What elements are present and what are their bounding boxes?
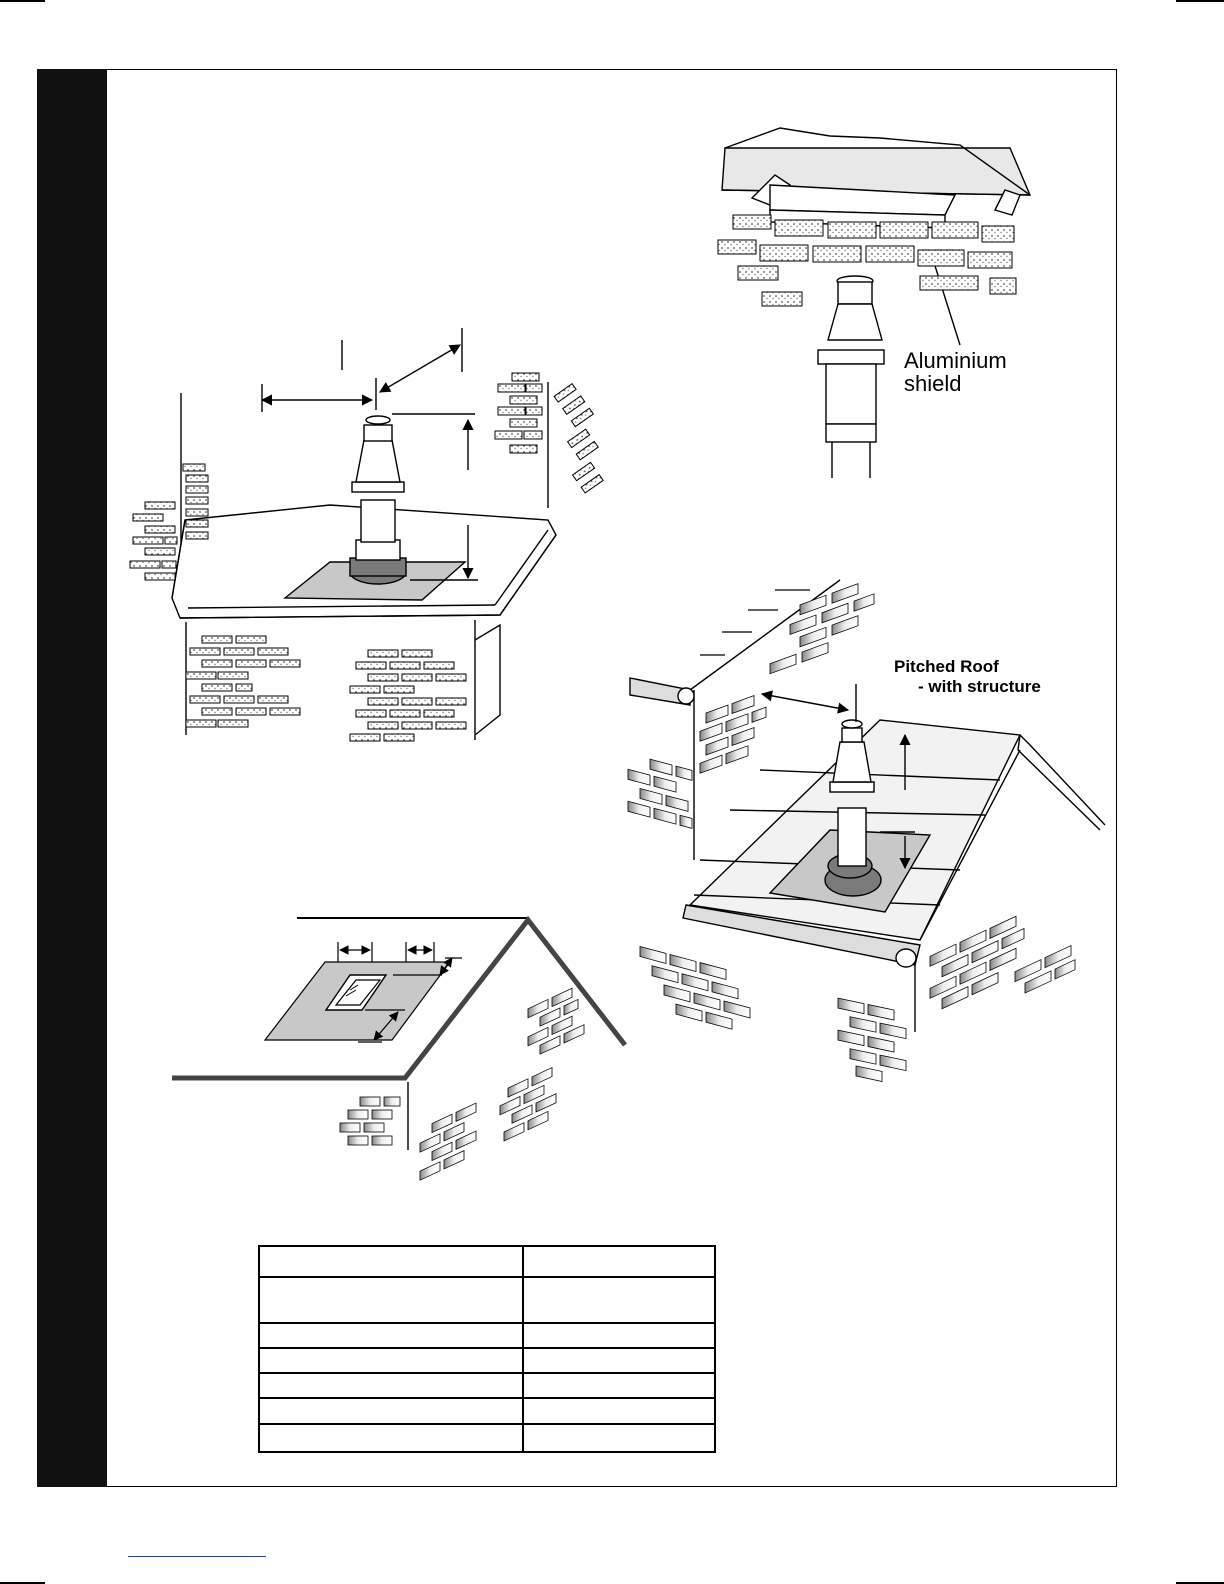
table-cell — [523, 1246, 715, 1277]
pitched-roof-label-line2: - with structure — [918, 677, 1041, 696]
pitched-roof-shingles — [700, 590, 810, 655]
table-cell — [523, 1277, 715, 1323]
table-cell — [523, 1323, 715, 1348]
spec-table — [258, 1245, 716, 1453]
aluminium-shield-label-line1: Aluminium — [904, 348, 1007, 373]
pitched-roof-label-line1: Pitched Roof — [894, 657, 999, 676]
table-cell — [259, 1323, 523, 1348]
table-cell — [523, 1424, 715, 1452]
table-row — [259, 1424, 715, 1452]
table-row — [259, 1323, 715, 1348]
table-cell — [259, 1246, 523, 1277]
table-cell — [259, 1398, 523, 1424]
table-cell — [523, 1348, 715, 1373]
roof-window-figure — [172, 918, 625, 1150]
table-cell — [523, 1373, 715, 1398]
table-row — [259, 1398, 715, 1424]
table-cell — [259, 1348, 523, 1373]
table-row — [259, 1246, 715, 1277]
table-cell — [523, 1398, 715, 1424]
table-row — [259, 1348, 715, 1373]
table-cell — [259, 1424, 523, 1452]
table-cell — [259, 1277, 523, 1323]
table-row — [259, 1277, 715, 1323]
footer-link-underline[interactable] — [128, 1556, 266, 1557]
table-row — [259, 1373, 715, 1398]
table-cell — [259, 1373, 523, 1398]
aluminium-shield-label-line2: shield — [904, 371, 962, 396]
